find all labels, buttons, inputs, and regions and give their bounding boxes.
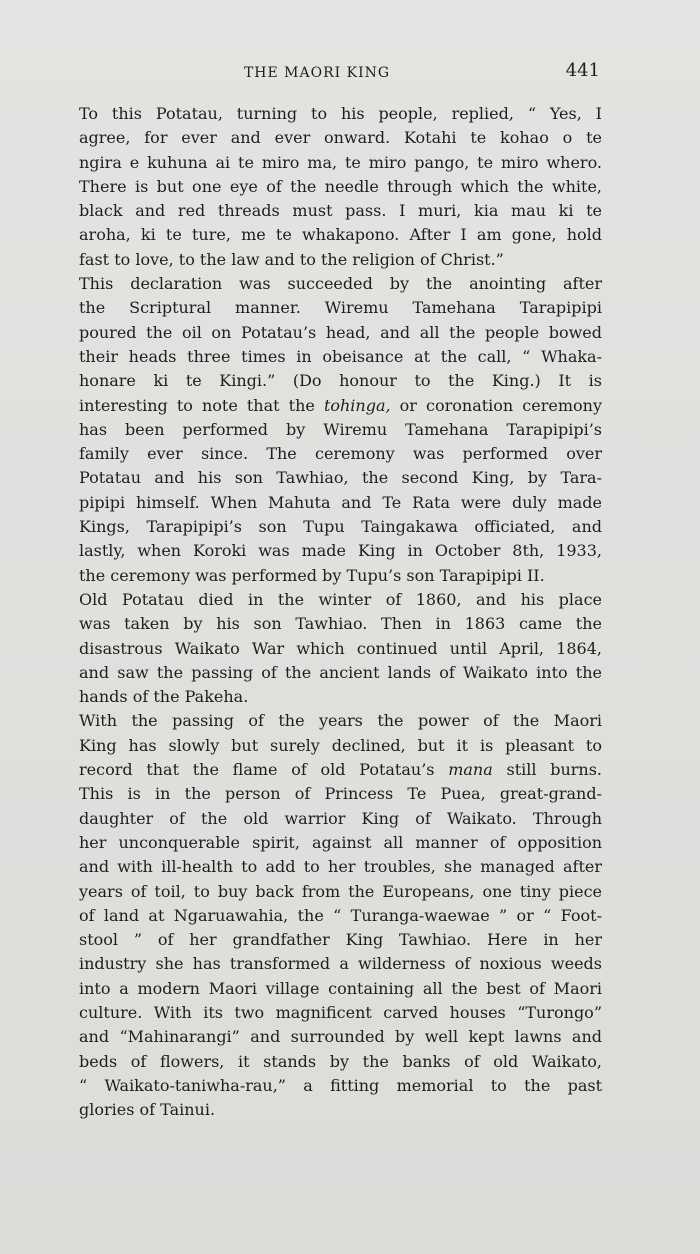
text-line: “ Waikato-taniwha-rau,” a fitting memorial to the past [79, 1075, 602, 1095]
text-line: This is in the person of Princess Te Puea, great-grand- [79, 784, 602, 804]
text-line: industry she has transformed a wilderness of noxious weeds [79, 954, 602, 974]
text-line: family ever since. The ceremony was performed over [79, 444, 602, 464]
text-line: aroha, ki te ture, me te whakapono. After I am gone, hold [79, 225, 602, 245]
text-run: record that the flame of old Potatau’s [79, 760, 449, 780]
text-run: interesting to note that the [79, 395, 324, 415]
text-line: This declaration was succeeded by the anointing after [79, 274, 602, 294]
italic-term: tohinga, [323, 395, 391, 415]
text-line: stool ” of her grandfather King Tawhiao. Here in her [79, 930, 602, 950]
text-line: culture. With its two magnificent carved houses “Turongo” [79, 1002, 602, 1022]
paragraph-1 [34, 102, 602, 272]
running-header [34, 62, 600, 86]
text-line: and with ill-health to add to her troubles, she managed after [79, 857, 602, 877]
text-line: Old Potatau died in the winter of 1860, and his place [79, 589, 602, 609]
text-line: and “Mahinarangi” and surrounded by well kept lawns and [79, 1027, 602, 1047]
text-line: honare ki te Kingi.” (Do honour to the King.) It is [79, 371, 602, 391]
text-line: There is but one eye of the needle through which the white, [79, 176, 602, 196]
text-line: glories of Tainui. [79, 1100, 216, 1120]
paragraph-3 [34, 588, 602, 709]
paragraph-2 [34, 272, 602, 588]
text-line: black and red threads must pass. I muri, kia mau ki te [79, 201, 602, 221]
text-line: Potatau and his son Tawhiao, the second King, by Tara- [79, 468, 602, 488]
text-line: the ceremony was performed by Tupu’s son Tarapipipi II. [79, 565, 545, 585]
text-line: the Scriptural manner. Wiremu Tamehana Tarapipipi [79, 298, 602, 318]
text-run: or coronation ceremony [390, 395, 603, 415]
text-line: into a modern Maori village containing all the best of Maori [79, 978, 602, 998]
page-number: 441 [565, 60, 600, 81]
text-line: ngira e kuhuna ai te miro ma, te miro pango, te miro whero. [79, 152, 602, 172]
text-line: hands of the Pakeha. [79, 687, 249, 707]
text-line: has been performed by Wiremu Tamehana Tarapipipi’s [79, 419, 602, 439]
text-line: Kings, Tarapipipi’s son Tupu Taingakawa officiated, and [79, 517, 602, 537]
text-line: pipipi himself. When Mahuta and Te Rata were duly made [79, 492, 602, 512]
text-line: lastly, when Koroki was made King in October 8th, 1933, [79, 541, 602, 561]
text-line: King has slowly but surely declined, but it is pleasant to [79, 735, 602, 755]
text-line: fast to love, to the law and to the religion of Christ.” [79, 249, 504, 269]
text-line: of land at Ngaruawahia, the “ Turanga-waewae ” or “ Foot- [79, 905, 602, 925]
text-line: agree, for ever and ever onward. Kotahi te kohao o te [79, 128, 602, 148]
text-line: poured the oil on Potatau’s head, and all the people bowed [79, 322, 602, 342]
body-text [34, 102, 602, 1122]
text-line: years of toil, to buy back from the Europeans, one tiny piece [79, 881, 602, 901]
text-line: beds of flowers, it stands by the banks of old Waikato, [79, 1051, 602, 1071]
italic-term: mana [448, 760, 493, 780]
text-line: was taken by his son Tawhiao. Then in 1863 came the [79, 614, 602, 634]
text-line [34, 758, 602, 782]
text-line: and saw the passing of the ancient lands of Waikato into the [79, 662, 602, 682]
text-line: To this Potatau, turning to his people, replied, “ Yes, I [79, 104, 602, 123]
running-title: THE MAORI KING [243, 65, 391, 81]
text-run: still burns. [492, 760, 603, 780]
text-line: their heads three times in obeisance at the call, “ Whaka- [79, 346, 602, 366]
text-line [34, 394, 602, 418]
paragraph-4 [34, 709, 602, 1122]
text-line: daughter of the old warrior King of Waikato. Through [79, 808, 602, 828]
text-line: disastrous Waikato War which continued until April, 1864, [79, 638, 602, 658]
text-line: her unconquerable spirit, against all manner of opposition [79, 832, 602, 852]
text-line: With the passing of the years the power of the Maori [79, 711, 602, 731]
